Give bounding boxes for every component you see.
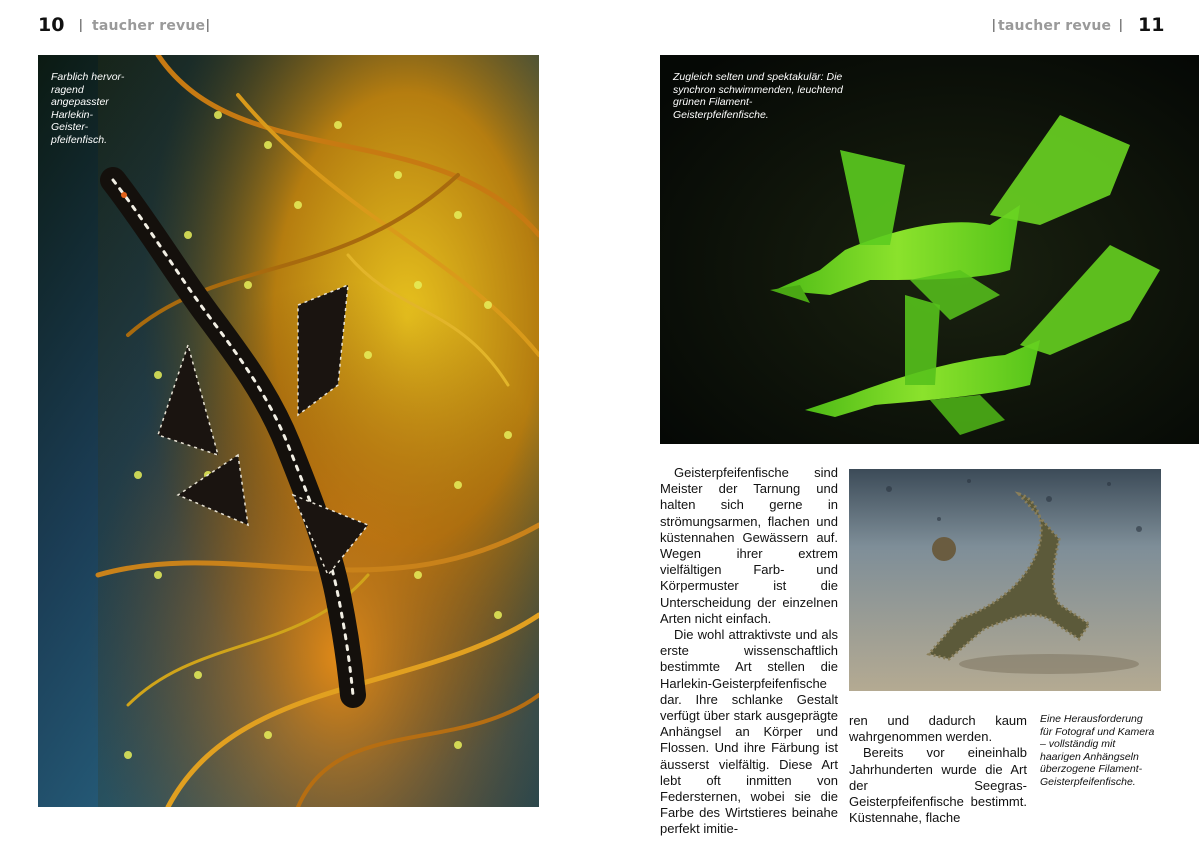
right-small-photo-caption: Eine Herausforderung für Fotograf und Kamera – vollständig mit haarigen Anhängseln überzogene Filament-Geisterpfeifenfische.	[1040, 713, 1155, 788]
left-page-number: 10	[38, 14, 65, 36]
article-column-2	[849, 713, 1027, 826]
header-separator: |	[1119, 16, 1123, 32]
header-separator: |	[206, 16, 210, 32]
right-top-photo-caption: Zugleich selten und spektakulär: Die synchron schwimmenden, leuchtend grünen Filament-Geisterpfeifenfische.	[673, 71, 843, 121]
left-photo-caption: Farblich hervor-ragend angepasster Harlekin-Geister-pfeifenfisch.	[51, 71, 125, 146]
article-paragraph: ren und dadurch kaum wahrgenommen werden.	[849, 713, 1027, 745]
article-paragraph: Die wohl attraktivste und als erste wissenschaftlich bestimmte Art stellen die Harlekin-Geisterpfeifenfische dar. Ihre schlanke Gestalt verfügt über stark ausgeprägte Anhängsel an Körper und Flossen. Und ihre Färbung ist äusserst vielfältig. Diese Art lebt oft inmitten von Federsternen, wobei sie die Farbe des Wirtstieres beinahe perfekt imitie-	[660, 627, 838, 837]
right-magazine-name: taucher revue	[998, 18, 1112, 34]
left-magazine-name: taucher revue	[92, 18, 206, 34]
header-separator: |	[79, 16, 83, 32]
filament-ghost-pipefish-photo	[660, 55, 1199, 444]
article-column-1	[660, 465, 838, 838]
feather-star-photo-art	[38, 55, 539, 807]
article-paragraph: Bereits vor eineinhalb Jahrhunderten wurde die Art der Seegras-Geisterpfeifenfische bestimmt. Küstennahe, flache	[849, 745, 1027, 826]
header-separator: |	[992, 16, 996, 32]
harlequin-ghost-pipefish-photo	[38, 55, 539, 807]
sand-pipefish-photo-art	[849, 469, 1161, 691]
article-paragraph: Geisterpfeifenfische sind Meister der Tarnung und halten sich gerne in strömungsarmen, flachen und küstennahen Gewässern auf. Wegen ihrer extrem vielfältigen Farb- und Körpermuster ist die Unterscheidung der einzelnen Arten nicht einfach.	[660, 465, 838, 626]
right-page-number: 11	[1138, 14, 1165, 36]
sand-ghost-pipefish-photo	[849, 469, 1161, 691]
